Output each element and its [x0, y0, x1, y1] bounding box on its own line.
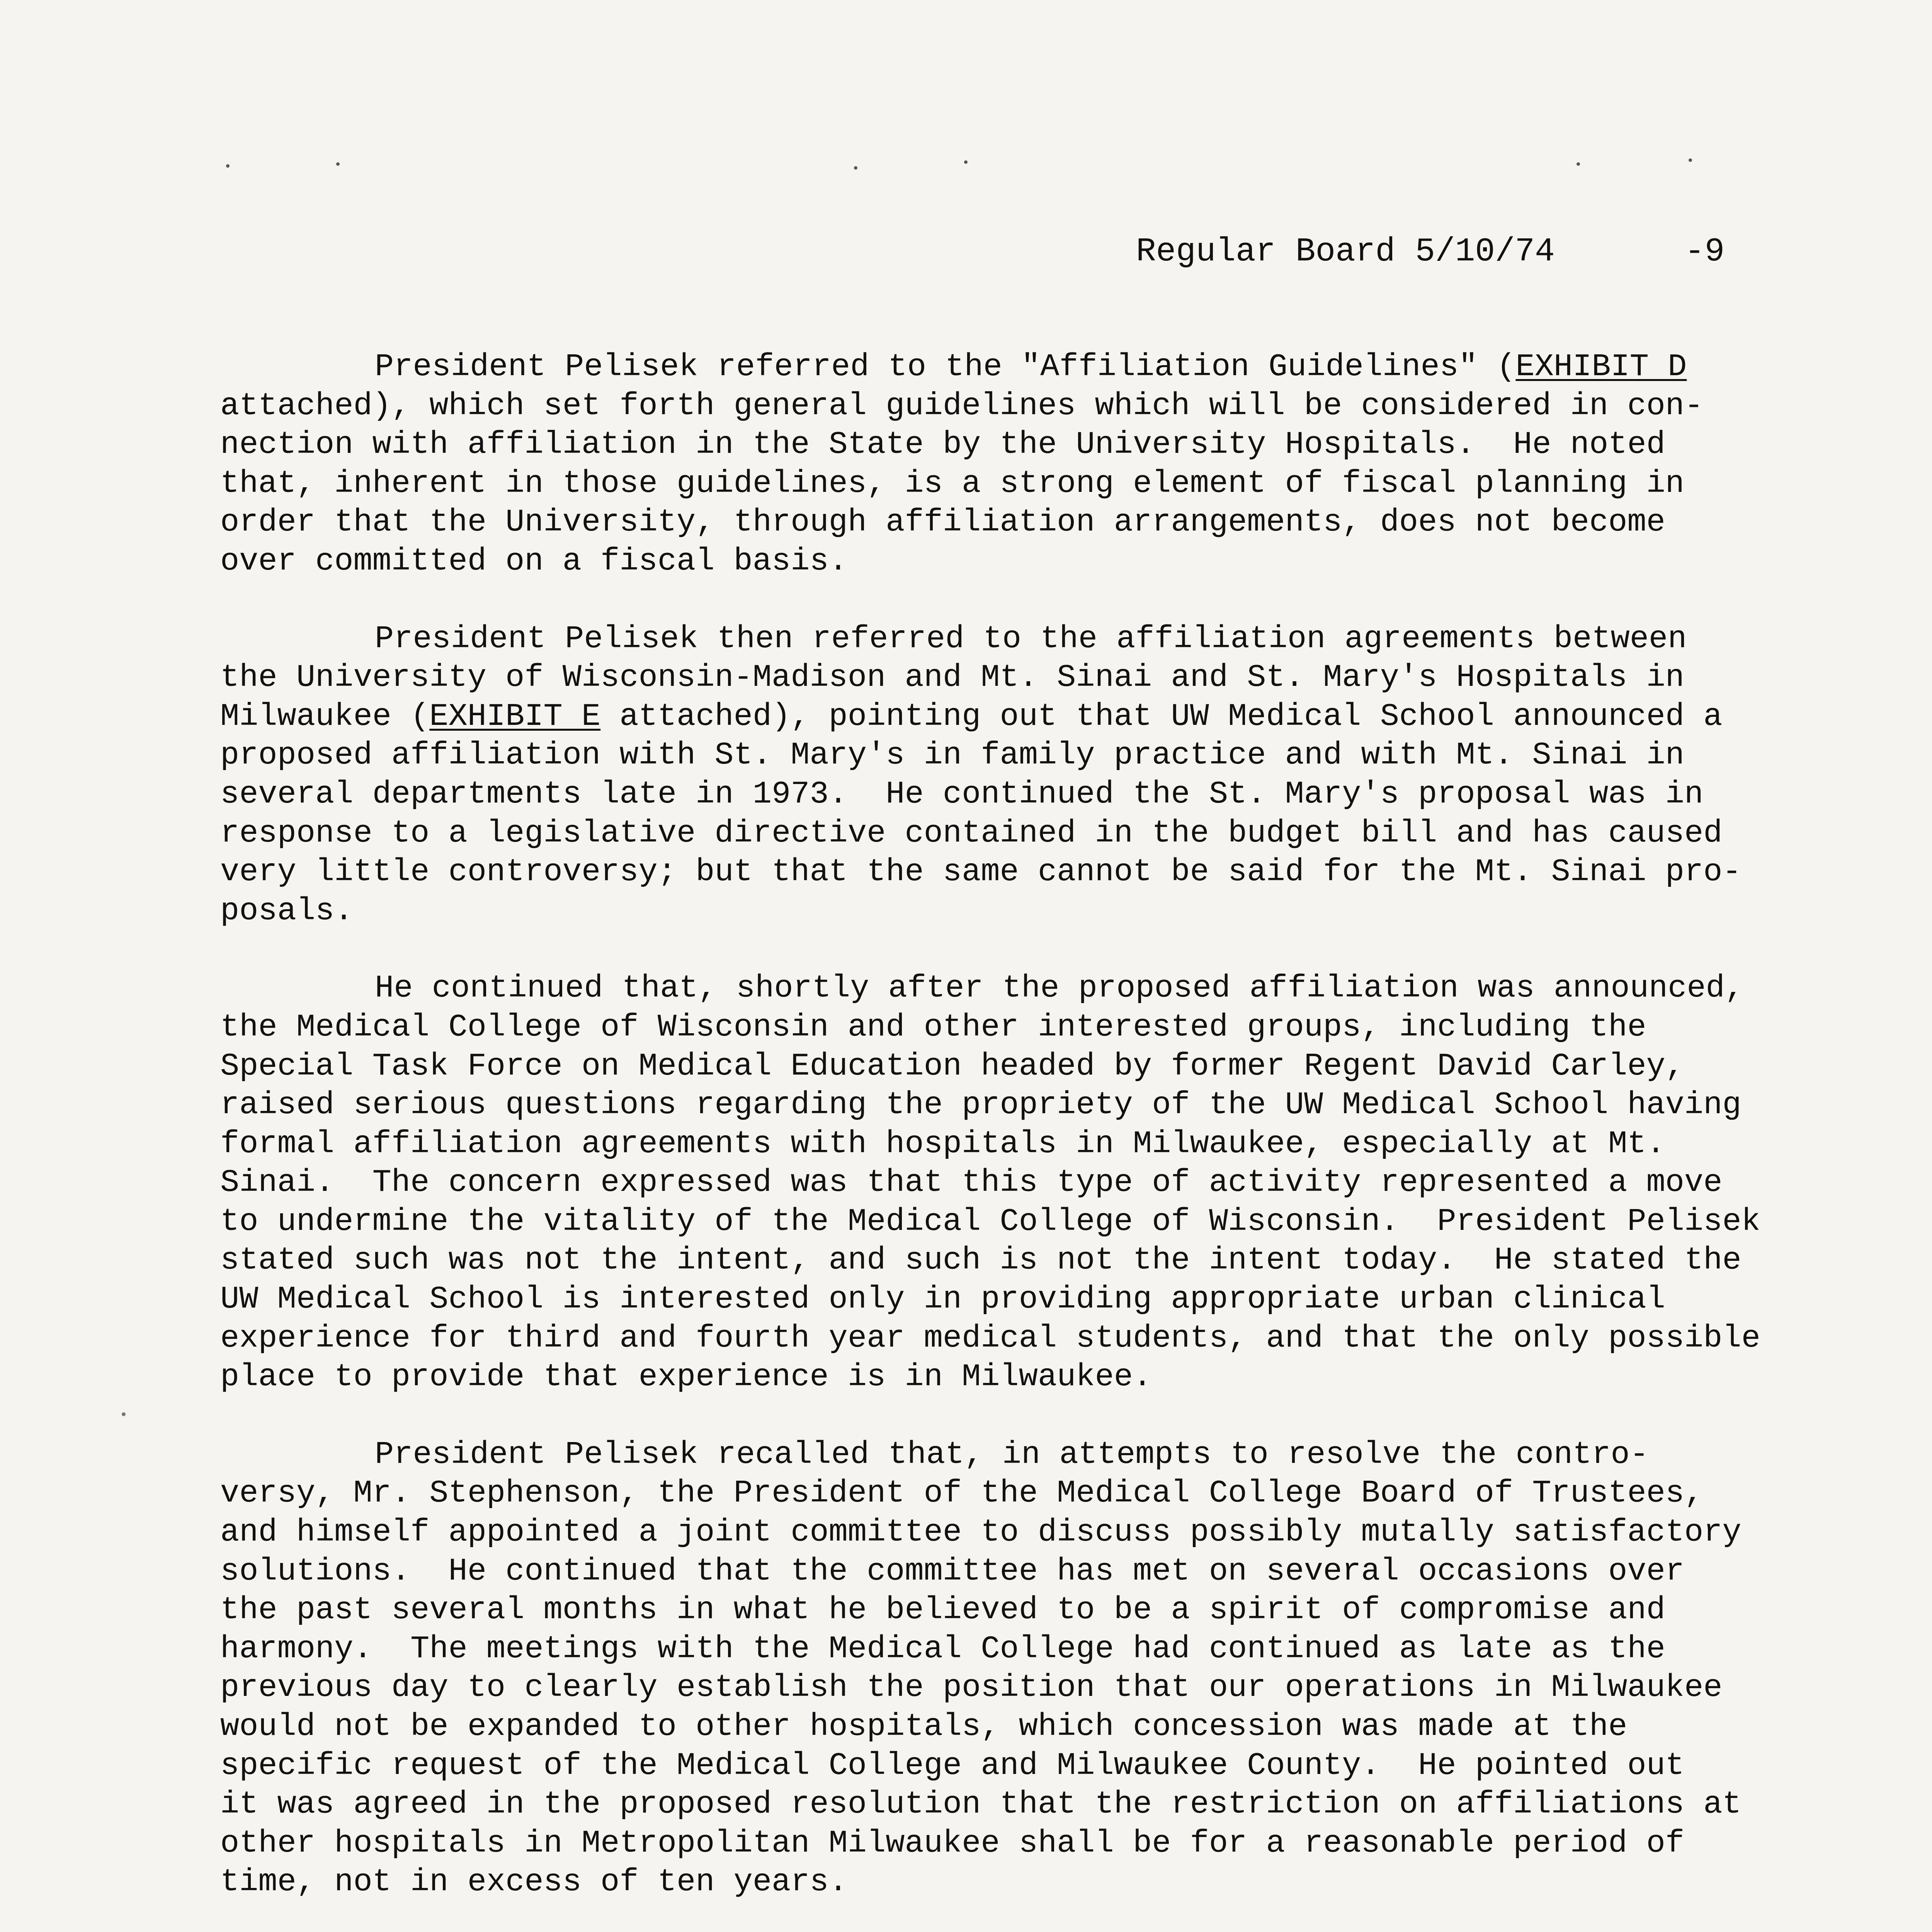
text-line: Milwaukee (EXHIBIT E attached), pointing out that UW Medical School announced a — [220, 698, 1723, 735]
scan-speck — [122, 1412, 126, 1416]
text-line: Special Task Force on Medical Education headed by former Regent David Carley, — [220, 1048, 1685, 1084]
text-line: stated such was not the intent, and such is not the intent today. He stated the — [220, 1242, 1742, 1279]
text-line: response to a legislative directive contained in the budget bill and has caused — [220, 815, 1723, 851]
minutes-body — [220, 348, 1766, 1932]
text-line: attached), which set forth general guidelines which will be considered in con- — [220, 388, 1704, 424]
text-line: President Pelisek referred to the "Affiliation Guidelines" (EXHIBIT D — [375, 349, 1687, 385]
header-page-ref: -9 — [1685, 233, 1725, 270]
scan-speck — [854, 166, 857, 170]
text-line: harmony. The meetings with the Medical College had continued as late as the — [220, 1631, 1665, 1667]
text-line: that, inherent in those guidelines, is a strong element of fiscal planning in — [220, 465, 1685, 502]
paragraph-affiliation-agreements — [220, 620, 1766, 931]
text-line: over committed on a fiscal basis. — [220, 543, 848, 579]
text-line: would not be expanded to other hospitals, which concession was made at the — [220, 1709, 1628, 1745]
text-line: nection with affiliation in the State by the University Hospitals. He noted — [220, 427, 1665, 463]
exhibit-e-reference: EXHIBIT E — [429, 698, 601, 735]
text-line: posals. — [220, 893, 354, 929]
text-line: President Pelisek then referred to the affiliation agreements between — [375, 621, 1687, 657]
scan-speck — [1689, 158, 1692, 162]
text-line: the University of Wisconsin-Madison and Mt. Sinai and St. Mary's Hospitals in — [220, 660, 1685, 696]
paragraph-controversy — [220, 969, 1766, 1397]
paragraph-affiliation-guidelines — [220, 348, 1766, 581]
text-line: and himself appointed a joint committee to discuss possibly mutally satisfactory — [220, 1514, 1742, 1551]
text-line: the Medical College of Wisconsin and other interested groups, including the — [220, 1009, 1646, 1045]
paragraph-joint-committee — [220, 1435, 1766, 1902]
text-line: versy, Mr. Stephenson, the President of the Medical College Board of Trustees, — [220, 1475, 1704, 1512]
text-line: proposed affiliation with St. Mary's in family practice and with Mt. Sinai in — [220, 737, 1685, 774]
scan-speck — [1577, 162, 1580, 166]
text-line: to undermine the vitality of the Medical College of Wisconsin. President Pelisek — [220, 1203, 1760, 1240]
text-line: Sinai. The concern expressed was that this type of activity represented a move — [220, 1165, 1723, 1201]
text-line: solutions. He continued that the committee has met on several occasions over — [220, 1553, 1685, 1589]
page-header — [1136, 230, 1725, 273]
text-line: He continued that, shortly after the proposed affiliation was announced, — [375, 970, 1744, 1007]
text-line: place to provide that experience is in Milwaukee. — [220, 1359, 1152, 1395]
scan-speck — [226, 164, 230, 168]
text-line: the past several months in what he believed to be a spirit of compromise and — [220, 1592, 1665, 1628]
text-line: it was agreed in the proposed resolution that the restriction on affiliations at — [220, 1786, 1742, 1823]
text-line: order that the University, through affiliation arrangements, does not become — [220, 504, 1665, 541]
text-line: UW Medical School is interested only in providing appropriate urban clinical — [220, 1281, 1665, 1318]
text-line: President Pelisek recalled that, in attempts to resolve the contro- — [375, 1436, 1649, 1473]
scan-speck — [336, 162, 340, 166]
text-line: time, not in excess of ten years. — [220, 1864, 848, 1900]
header-title: Regular Board 5/10/74 — [1136, 233, 1555, 270]
text-line: several departments late in 1973. He continued the St. Mary's proposal was in — [220, 776, 1704, 812]
text-line: previous day to clearly establish the position that our operations in Milwaukee — [220, 1670, 1723, 1706]
text-line: very little controversy; but that the same cannot be said for the Mt. Sinai pro- — [220, 854, 1742, 890]
text-line: formal affiliation agreements with hospitals in Milwaukee, especially at Mt. — [220, 1126, 1665, 1162]
text-line: experience for third and fourth year medical students, and that the only possible — [220, 1320, 1760, 1356]
scan-speck — [964, 160, 968, 164]
text-line: raised serious questions regarding the propriety of the UW Medical School having — [220, 1087, 1742, 1123]
exhibit-d-reference: EXHIBIT D — [1515, 349, 1687, 385]
text-line: specific request of the Medical College and Milwaukee County. He pointed out — [220, 1747, 1685, 1784]
text-line: other hospitals in Metropolitan Milwaukee shall be for a reasonable period of — [220, 1825, 1685, 1861]
